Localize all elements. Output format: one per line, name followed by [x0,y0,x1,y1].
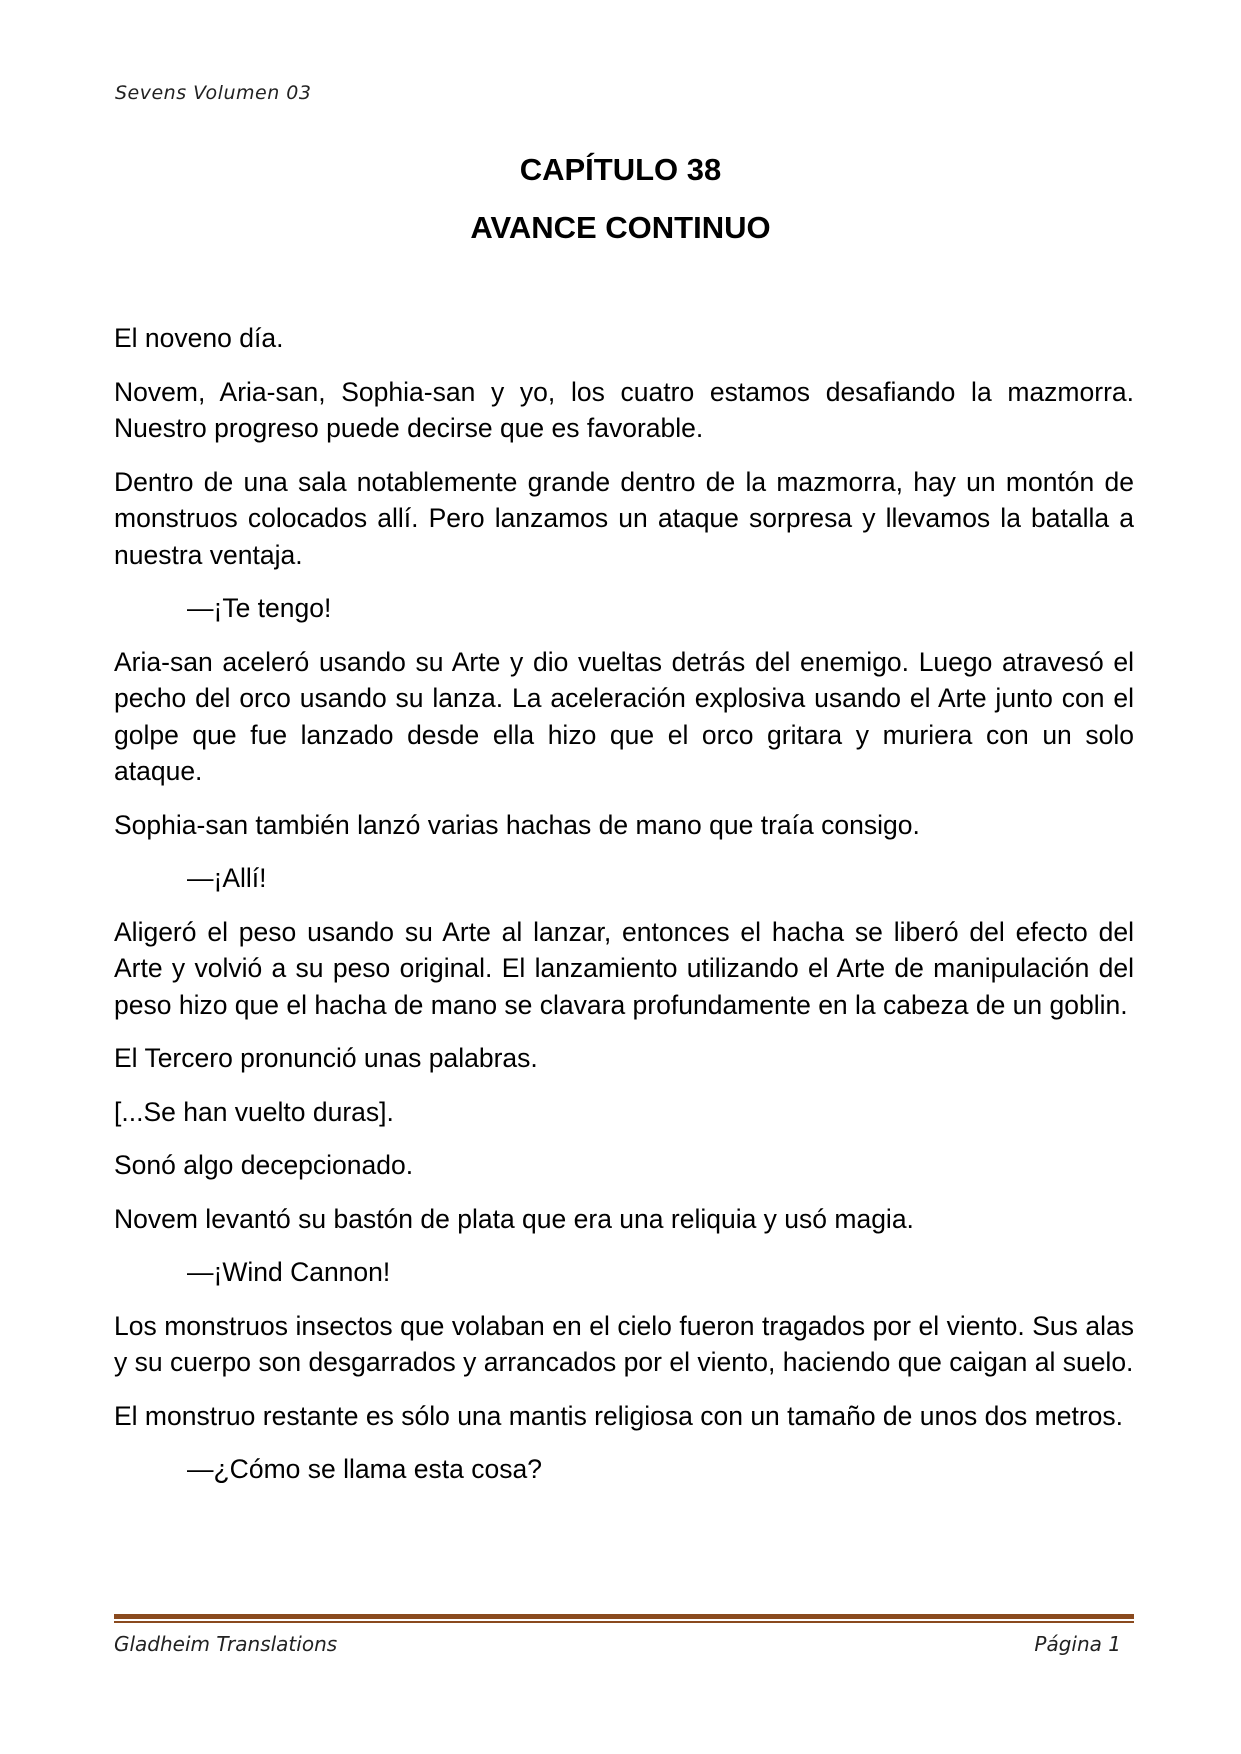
paragraph: Novem levantó su bastón de plata que era una reliquia y usó magia. [114,1203,914,1234]
chapter-body [114,320,1134,1505]
chapter-title: AVANCE CONTINUO [470,210,771,245]
paragraph: El Tercero pronunció unas palabras. [114,1043,538,1073]
chapter-number: CAPÍTULO 38 [519,152,722,187]
paragraph: Sophia-san también lanzó varias hachas de mano que traía consigo. [114,809,920,840]
paragraph: El monstruo restante es sólo una mantis religiosa con un tamaño de unos dos metros. [114,1400,1124,1431]
header-book-title: Sevens Volumen 03 [115,82,312,104]
dialogue-line: —¿Cómo se llama esta cosa? [187,1454,542,1484]
dialogue-line: —¡Wind Cannon! [187,1257,391,1287]
dialogue-line: —¡Allí! [187,863,267,893]
paragraph: Novem, Aria-san, Sophia-san y yo, los cuatro estamos desafiando la mazmorra. Nuestro progreso puede decirse que es favorable. [114,376,1134,443]
paragraph: [...Se han vuelto duras]. [114,1096,394,1127]
footer-publisher: Gladheim Translations [114,1632,338,1656]
footer-divider-thin [114,1621,1134,1623]
paragraph: Sonó algo decepcionado. [114,1150,414,1180]
paragraph: Aria-san aceleró usando su Arte y dio vueltas detrás del enemigo. Luego atravesó el pecho del orco usando su lanza. La aceleración explosiva usando el Arte junto con el golpe que fue lanzado desde ella hizo que el orco gritara y muriera con un solo ataque. [114,646,1134,786]
paragraph: El noveno día. [114,323,284,353]
footer-page-number: Página 1 [1034,1632,1121,1656]
footer-divider-thick [114,1614,1134,1619]
footer-divider [114,1614,1134,1623]
paragraph: Los monstruos insectos que volaban en el cielo fueron tragados por el viento. Sus alas y su cuerpo son desgarrados y arrancados por el viento, haciendo que caigan al suelo. [114,1310,1134,1377]
paragraph: Aligeró el peso usando su Arte al lanzar, entonces el hacha se liberó del efecto del Arte y volvió a su peso original. El lanzamiento utilizando el Arte de manipulación del peso hizo que el hacha de mano se clavara profundamente en la cabeza de un goblin. [114,916,1134,1020]
dialogue-line: —¡Te tengo! [187,593,332,623]
paragraph: Dentro de una sala notablemente grande dentro de la mazmorra, hay un montón de monstruos colocados allí. Pero lanzamos un ataque sorpresa y llevamos la batalla a nuestra ventaja. [114,466,1134,570]
